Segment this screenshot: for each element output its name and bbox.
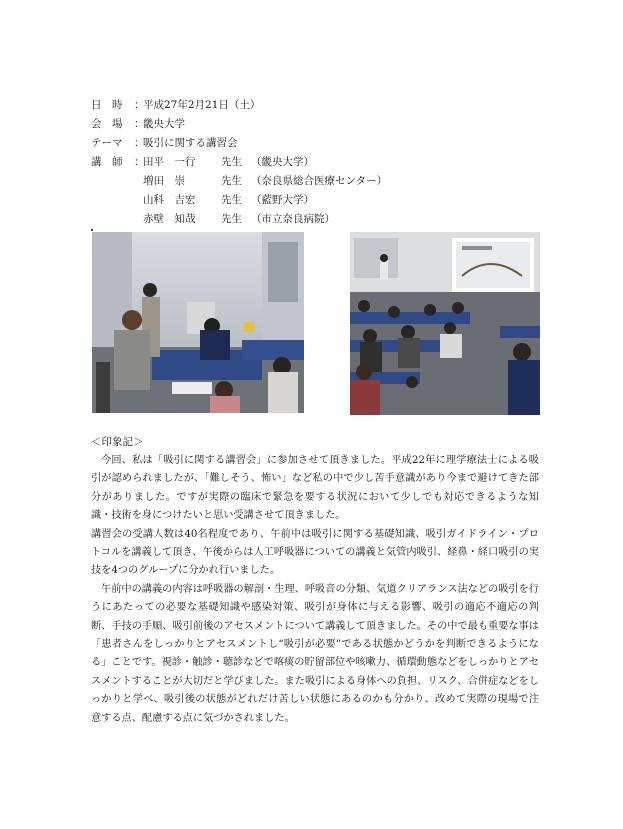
lecturer-affiliation: （市立奈良病院） [251,213,335,225]
lecture-room-photo [350,232,540,415]
lecturer-list [143,153,387,229]
theme-row [91,134,531,153]
date-label: 日 時 [91,99,123,111]
colon: ： [134,99,145,111]
lecture-photo-illustration [350,232,540,415]
lecturer-affiliation: （畿央大学） [251,156,314,168]
colon: ： [134,137,145,149]
lecturer-name: 増田 崇 [143,175,185,187]
lecturer-entry [143,191,387,210]
lecturer-name: 田平 一行 [143,156,196,168]
practice-photo-illustration [92,232,304,413]
section-title: ＜印象記＞ [91,436,144,448]
lecturer-title: 先生 [221,156,242,168]
venue-row [91,115,531,134]
date-row [91,96,531,115]
colon: ： [134,118,145,130]
theme-label: テーマ [91,137,123,149]
date-value: 平成27年2月21日（土） [143,99,261,111]
venue-value: 畿央大学 [143,118,185,130]
lecturer-label: 講 師 [91,156,123,168]
lecturer-name: 山科 吉宏 [143,194,196,206]
colon: ： [134,156,145,168]
lecturer-row [91,153,531,229]
lecturer-affiliation: （藍野大学） [251,194,314,206]
lecturer-affiliation: （奈良県総合医療センター） [251,175,388,187]
lecturer-entry [143,172,387,191]
lecturer-name: 赤壁 知哉 [143,213,196,225]
paragraph: 今回、私は「吸引に関する講習会」に参加させて頂きました。平成22年に理学療法士による吸引が認められましたが、「難しそう、怖い」など私の中で少し苦手意識があり今まで避けてきた部分がありました。ですが実際の臨床で緊急を要する状況において少しでも対応できるような知識・技術を身につけたいと思い受講させて頂きました。 [91,455,539,522]
paragraph: 午前中の講義の内容は呼吸器の解剖・生理、呼吸音の分類、気道クリアランス法などの吸引を行うにあたっての必要な基礎知識や感染対策、吸引が身体に与える影響、吸引の適応不適応の判断、手技の手順、吸引前後のアセスメントについて講義して頂きました。その中で最も重要な事は「患者さんをしっかりとアセスメントし“吸引が必要”である状態かどうかを判断できるようになる」ことです。視診・触診・聴診などで喀痰の貯留部位や咳嗽力、循環動態などをしっかりとアセスメントすることが大切だと学びました。また吸引による身体への負担、リスク、合併症などをしっかりと学べ、吸引後の状態がどれだけ苦しい状態にあるのかも分かり、改めて実際の現場で注意する点、配慮する点に気づかされました。 [91,583,539,724]
hands-on-practice-photo [92,232,304,413]
venue-label: 会 場 [91,118,123,130]
lecturer-title: 先生 [221,194,242,206]
paragraph: 講習会の受講人数は40名程度であり、午前中は吸引に関する基礎知識、吸引ガイドライン・プロトコルを講義して頂き、午後からは人工呼吸器についての講義と気管内吸引、経鼻・経口吸引の実技を4つのグループに分かれ行いました。 [91,528,539,577]
stray-dot [91,229,93,231]
lecturer-entry [143,210,387,229]
lecturer-entry [143,153,387,172]
lecturer-title: 先生 [221,213,242,225]
lecturer-title: 先生 [221,175,242,187]
event-info [91,96,531,229]
report-body [91,452,539,728]
theme-value: 吸引に関する講習会 [143,137,238,149]
